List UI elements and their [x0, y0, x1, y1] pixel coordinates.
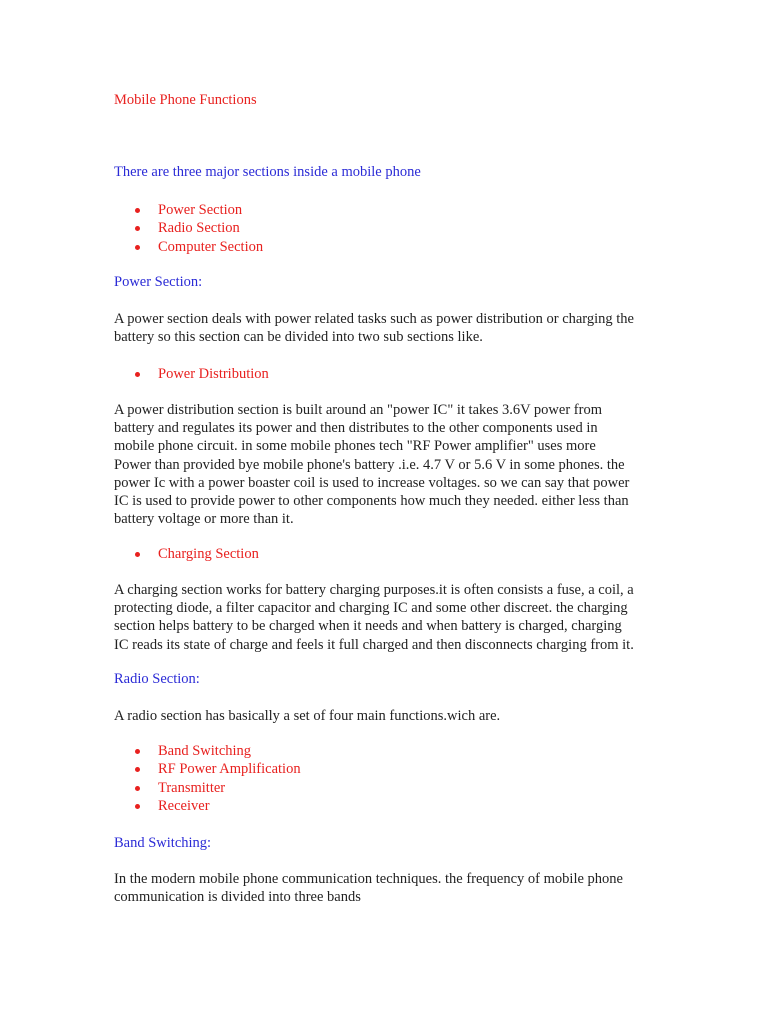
list-item: Band Switching: [114, 742, 301, 760]
list-item: Charging Section: [114, 545, 259, 563]
list-item: Receiver: [114, 797, 301, 815]
list-item: Radio Section: [114, 219, 263, 237]
list-item: Computer Section: [114, 238, 263, 256]
bullet-icon: [135, 552, 140, 557]
power-distribution-list: [114, 365, 269, 383]
bullet-icon: [135, 749, 140, 754]
power-section-paragraph: A power section deals with power related tasks such as power distribution or charging the battery so this section can be divided into two sub sections like.: [114, 311, 634, 346]
bullet-icon: [135, 786, 140, 791]
bullet-icon: [135, 226, 140, 231]
charging-section-list: [114, 545, 259, 563]
bullet-icon: [135, 372, 140, 377]
power-section-heading: Power Section:: [114, 274, 203, 290]
list-item: RF Power Amplification: [114, 760, 301, 778]
band-switching-heading: Band Switching:: [114, 835, 212, 851]
radio-section-paragraph: A radio section has basically a set of four main functions.wich are.: [114, 708, 501, 724]
bullet-icon: [135, 208, 140, 213]
page-title: Mobile Phone Functions: [114, 92, 257, 108]
list-item: Power Section: [114, 201, 263, 219]
power-distribution-paragraph: A power distribution section is built around an "power IC" it takes 3.6V power from battery and regulates its power and then distributes to the other components used in mobile phone circuit. in some mobile phones tech "RF Power amplifier" uses more Power than provided bye mobile phone's battery .i.e. 4.7 V or 5.6 V in some phones. the power Ic with a power boaster coil is used to increase voltages. so we can say that power IC is used to provide power to other components how much they needed. either less than battery voltage or more than it.: [114, 402, 630, 528]
charging-section-paragraph: A charging section works for battery charging purposes.it is often consists a fuse, a coil, a protecting diode, a filter capacitor and charging IC and some other discreet. the charging section helps battery to be charged when it needs and when battery is charged, charging IC reads its state of charge and feels it full charged and then disconnects charging from it.: [114, 582, 634, 653]
radio-functions-list: [114, 742, 301, 815]
list-item: Power Distribution: [114, 365, 269, 383]
list-item: Transmitter: [114, 779, 301, 797]
sections-list: [114, 201, 263, 256]
bullet-icon: [135, 804, 140, 809]
bullet-icon: [135, 245, 140, 250]
band-switching-paragraph: In the modern mobile phone communication techniques. the frequency of mobile phone communication is divided into three bands: [114, 871, 623, 906]
radio-section-heading: Radio Section:: [114, 671, 200, 687]
intro-text: There are three major sections inside a mobile phone: [114, 164, 421, 180]
bullet-icon: [135, 767, 140, 772]
